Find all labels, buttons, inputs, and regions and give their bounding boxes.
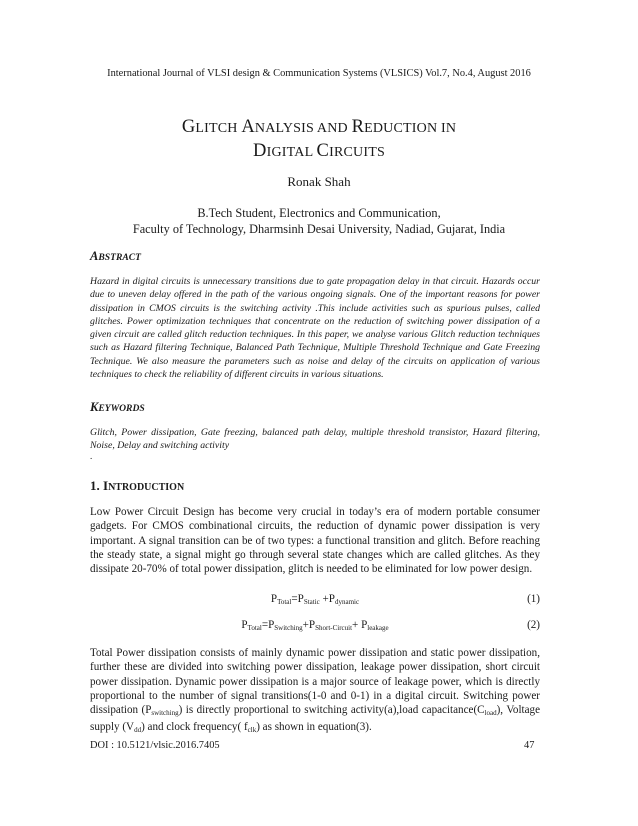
equation-2 (90, 619, 540, 635)
equation-1-expression: $P_{Total}=P_{Static} +P_{dynamic}$ (270, 593, 360, 606)
equation-1 (90, 593, 540, 609)
title-line-2: DIGITAL CIRCUITS (253, 141, 385, 161)
journal-header: International Journal of VLSI design & Communication Systems (VLSICS) Vol.7, No.4, August 2016 (107, 68, 531, 79)
keywords-trailing-dot: . (90, 451, 93, 461)
doi-footer: DOI : 10.5121/vlsic.2016.7405 (90, 740, 220, 751)
page-number: 47 (524, 740, 535, 751)
paper-title (40, 116, 598, 164)
intro-paragraph-1: Low Power Circuit Design has become very crucial in today’s era of modern portable consumer gadgets. For CMOS combinational circuits, the reduction of dynamic power dissipation is very important. A signal transition can be of two types: a functional transition and glitch. Before reaching the steady state, a signal might go through several state changes which are called glitches. As they dissipate 20-70% of total power dissipation, glitch is needed to be eliminated for low power design. (90, 506, 540, 576)
equation-2-number: (2) (527, 619, 540, 631)
affiliation-line-1: B.Tech Student, Electronics and Communication, (197, 206, 441, 220)
equation-2-expression: $P_{Total}=P_{Switching}+P_{Short-Circuit}+ P_{leakage}$ (241, 619, 389, 632)
keywords-heading: KEYWORDS (90, 400, 145, 414)
intro-paragraph-2: Total Power dissipation consists of mainly dynamic power dissipation and static power dissipation, further these are divided into switching power dissipation, leakage power dissipation, short circuit power dissipation. Dynamic power dissipation is a major source of leakage power, which is directly proportional to the number of signal transitions(1-0 and 0-1) in a digital circuit. Switching power dissipation $(P_{switching})$ is directly proportional to switching activity(a),load $capacitance(C_{load})$, Voltage supply $(V_{dd})$ and clock frequency( $f_{clk}$) as shown in equation(3). (90, 647, 540, 735)
affiliation-line-2: Faculty of Technology, Dharmsinh Desai University, Nadiad, Gujarat, India (132, 222, 506, 236)
introduction-heading: 1. INTRODUCTION (90, 478, 185, 493)
abstract-text: Hazard in digital circuits is unnecessary transitions due to gate propagation delay in that circuit. Hazards occur due to uneven delay offered in the path of the various ongoing signals. One of the important reasons for power dissipation in CMOS circuits is the switching activity .This include activities such as spurious pulses, called glitches. Power optimization techniques that concentrate on the reduction of switching power dissipation of a given circuit are called glitch reduction techniques. In this paper, we analyse various Glitch reduction techniques such as Hazard filtering Technique, Balanced Path Technique, Multiple Threshold Technique and Gate Freezing Technique. We also measure the parameters such as noise and delay of the circuits on application of various techniques to check the reliability of different circuits in various situations. (90, 276, 540, 381)
keywords-text: Glitch, Power dissipation, Gate freezing, balanced path delay, multiple threshold transistor, Hazard filtering, Noise, Delay and switching activity (90, 427, 540, 452)
abstract-heading: ABSTRACT (90, 249, 141, 263)
author-affiliation (40, 205, 598, 237)
equation-1-number: (1) (527, 593, 540, 605)
author-name: Ronak Shah (287, 174, 351, 189)
title-line-1: GLITCH ANALYSIS AND REDUCTION IN (181, 117, 457, 137)
